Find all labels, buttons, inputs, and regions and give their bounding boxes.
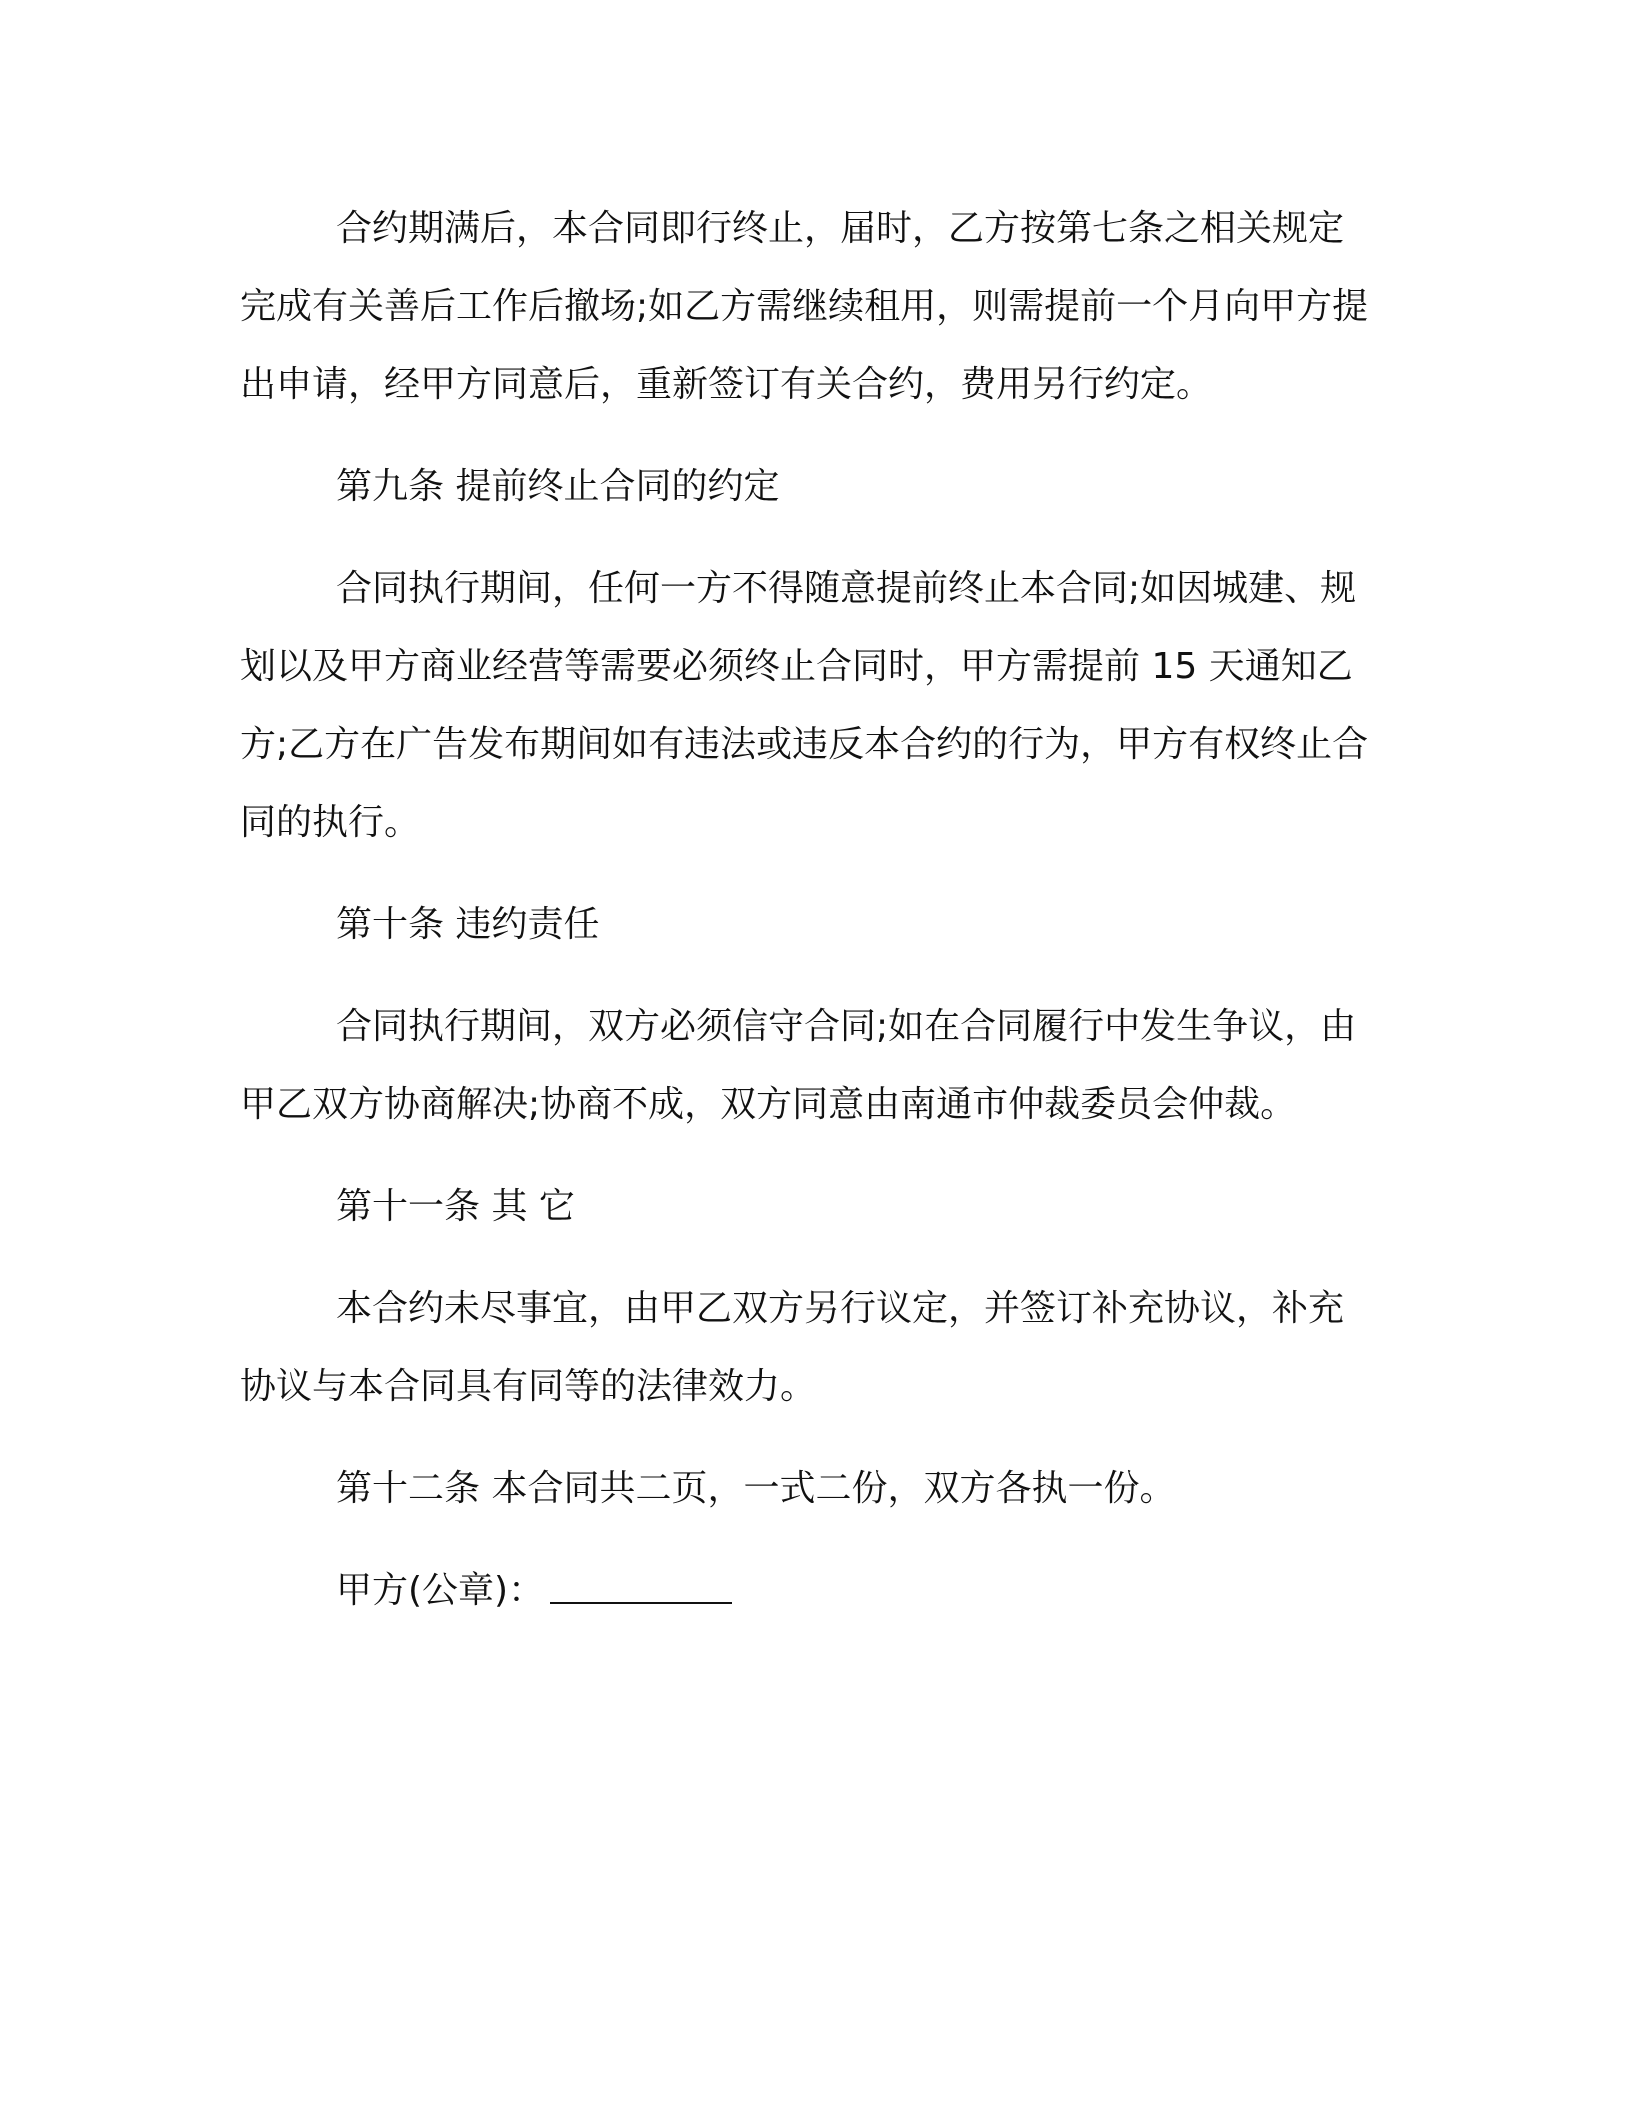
spacer (240, 424, 1370, 448)
heading-article-11: 第十一条 其 它 (336, 1186, 575, 1227)
heading-article-9: 第九条 提前终止合同的约定 (336, 466, 780, 507)
spacer (240, 964, 1370, 988)
signature-blank-line (550, 1572, 732, 1604)
spacer (240, 1426, 1370, 1450)
paragraph-other-matters: 本合约未尽事宜，由甲乙双方另行议定，并签订补充协议，补充协议与本合同具有同等的法律效力。 (240, 1288, 1345, 1407)
spacer (240, 526, 1370, 550)
heading-article-12: 第十二条 本合同共二页，一式二份，双方各执一份。 (336, 1468, 1176, 1509)
signature-label: 甲方(公章)： (336, 1570, 545, 1611)
spacer (240, 1144, 1370, 1168)
spacer (240, 862, 1370, 886)
document-content (240, 190, 1370, 1630)
paragraph-early-termination: 合同执行期间，任何一方不得随意提前终止本合同;如因城建、规划以及甲方商业经营等需要必须终止合同时，甲方需提前 15 天通知乙方;乙方在广告发布期间如有违法或违反本合约的行为，甲方有权终止合同的执行。 (240, 568, 1369, 843)
paragraph-liability: 合同执行期间，双方必须信守合同;如在合同履行中发生争议，由甲乙双方协商解决;协商不成，双方同意由南通市仲裁委员会仲裁。 (240, 1006, 1357, 1125)
signature-party-a (240, 1552, 1370, 1630)
paragraph-contract-expiry: 合约期满后，本合同即行终止，届时，乙方按第七条之相关规定完成有关善后工作后撤场;如乙方需继续租用，则需提前一个月向甲方提出申请，经甲方同意后，重新签订有关合约，费用另行约定。 (240, 208, 1369, 405)
spacer (240, 1246, 1370, 1270)
heading-article-10: 第十条 违约责任 (336, 904, 600, 945)
spacer (240, 1528, 1370, 1552)
